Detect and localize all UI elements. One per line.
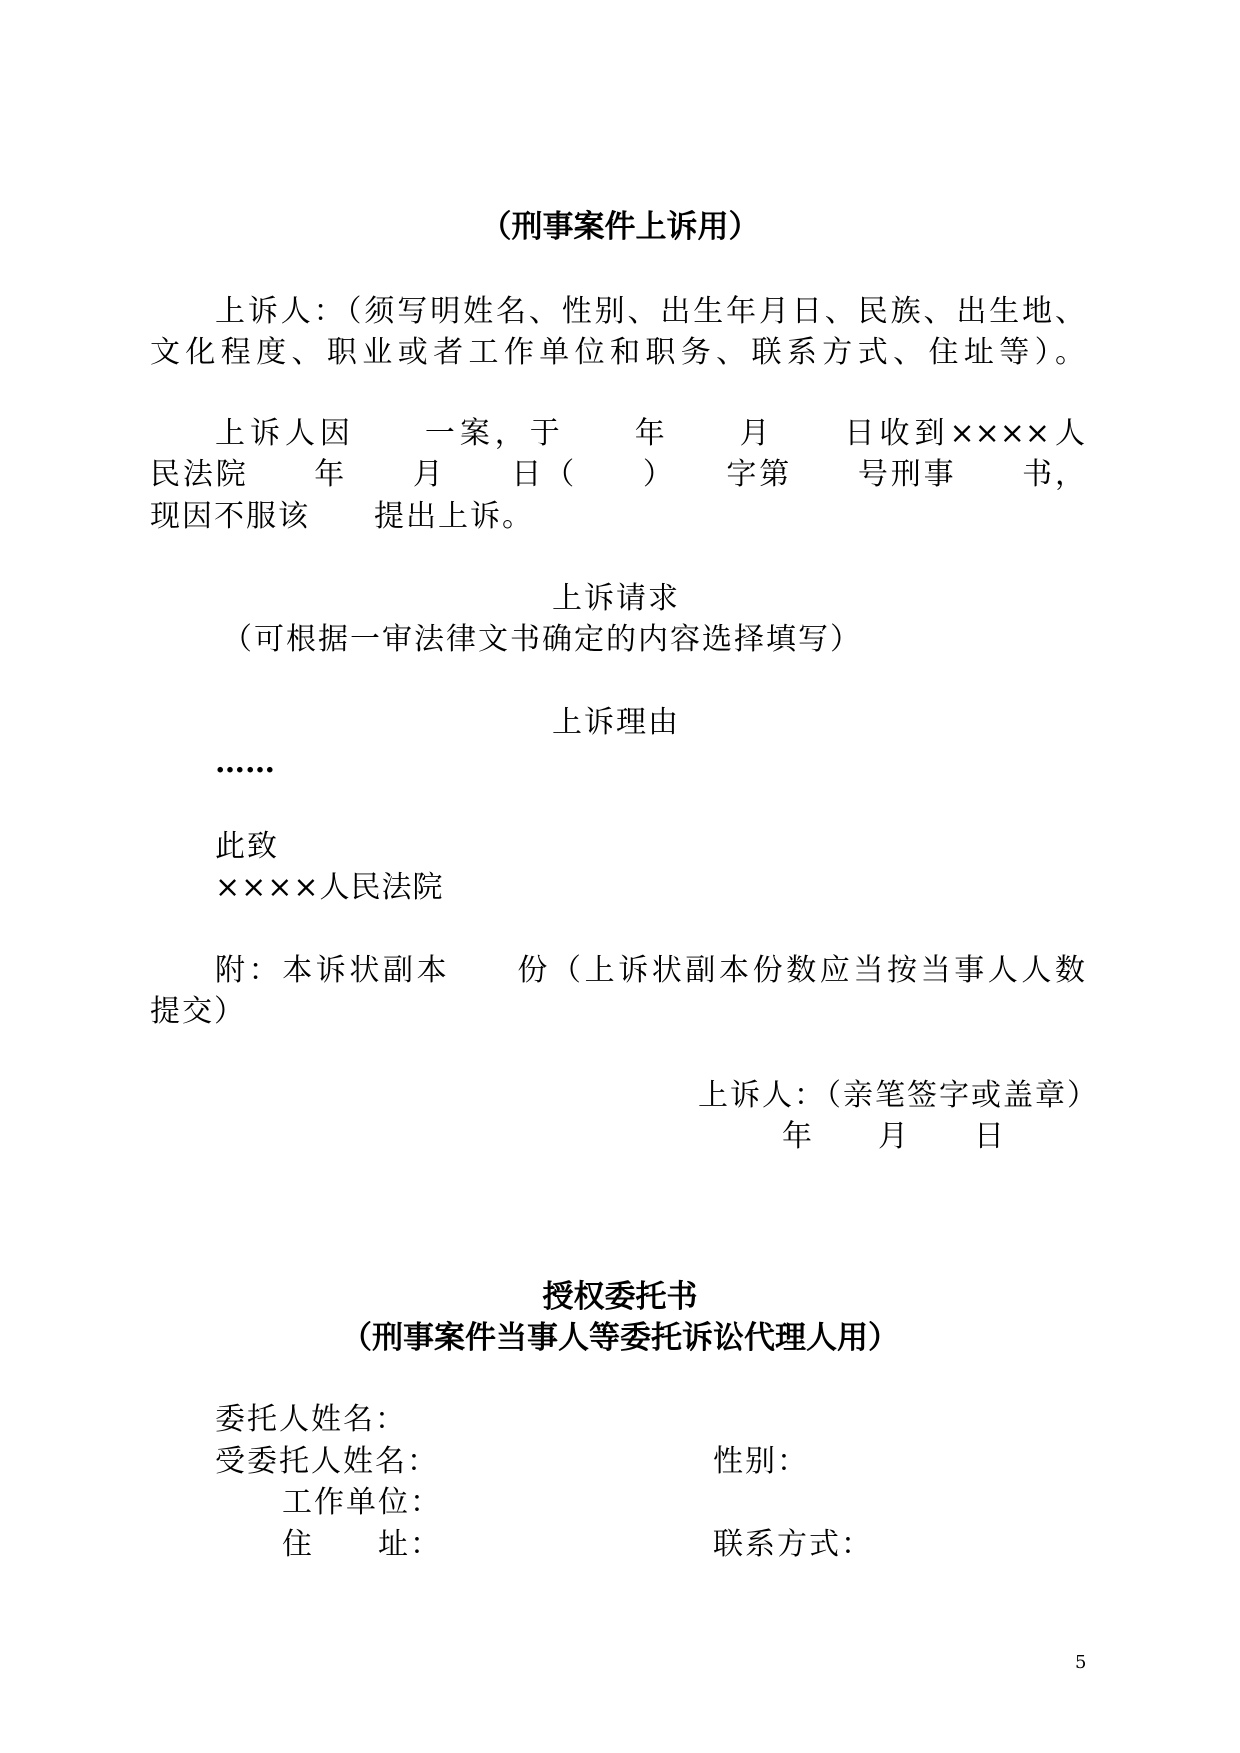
authorization-subtitle: （刑事案件当事人等委托诉讼代理人用） <box>341 1320 899 1356</box>
request-heading: 上诉请求 <box>552 581 680 616</box>
appeal-subtitle: （刑事案件上诉用） <box>480 209 760 245</box>
attachment-line-2: 提交） <box>150 994 246 1029</box>
contact-field: 联系方式： <box>713 1527 873 1562</box>
appellant-intro-line-1: 上诉人：（须写明姓名、性别、出生年月日、民族、出生地、 <box>215 294 1085 329</box>
agent-name-field: 受委托人姓名： <box>215 1444 439 1479</box>
ellipsis: …… <box>215 745 275 780</box>
salutation: 此致 <box>215 829 279 864</box>
address-field: 住 址： <box>282 1527 442 1562</box>
case-line-1: 上诉人因 一案，于 年 月 日收到××××人 <box>215 416 1085 451</box>
appellant-signature: 上诉人：（亲笔签字或盖章） <box>698 1078 1099 1113</box>
work-unit-field: 工作单位： <box>282 1485 442 1520</box>
appellant-intro-line-2: 文化程度、职业或者工作单位和职务、联系方式、住址等）。 <box>150 335 1085 370</box>
principal-name-field: 委托人姓名： <box>215 1402 407 1437</box>
reason-heading: 上诉理由 <box>552 705 680 740</box>
gender-field: 性别： <box>713 1444 809 1479</box>
page-number: 5 <box>1075 1652 1087 1673</box>
signature-date: 年 月 日 <box>782 1119 1006 1154</box>
request-note: （可根据一审法律文书确定的内容选择填写） <box>222 622 862 657</box>
court-name: ××××人民法院 <box>215 870 444 905</box>
authorization-title: 授权委托书 <box>542 1279 698 1315</box>
attachment-line-1: 附：本诉状副本 份（上诉状副本份数应当按当事人人数 <box>215 953 1085 988</box>
case-line-2: 民法院 年 月 日（ ） 字第 号刑事 书， <box>150 457 1085 492</box>
case-line-3: 现因不服该 提出上诉。 <box>150 499 534 534</box>
